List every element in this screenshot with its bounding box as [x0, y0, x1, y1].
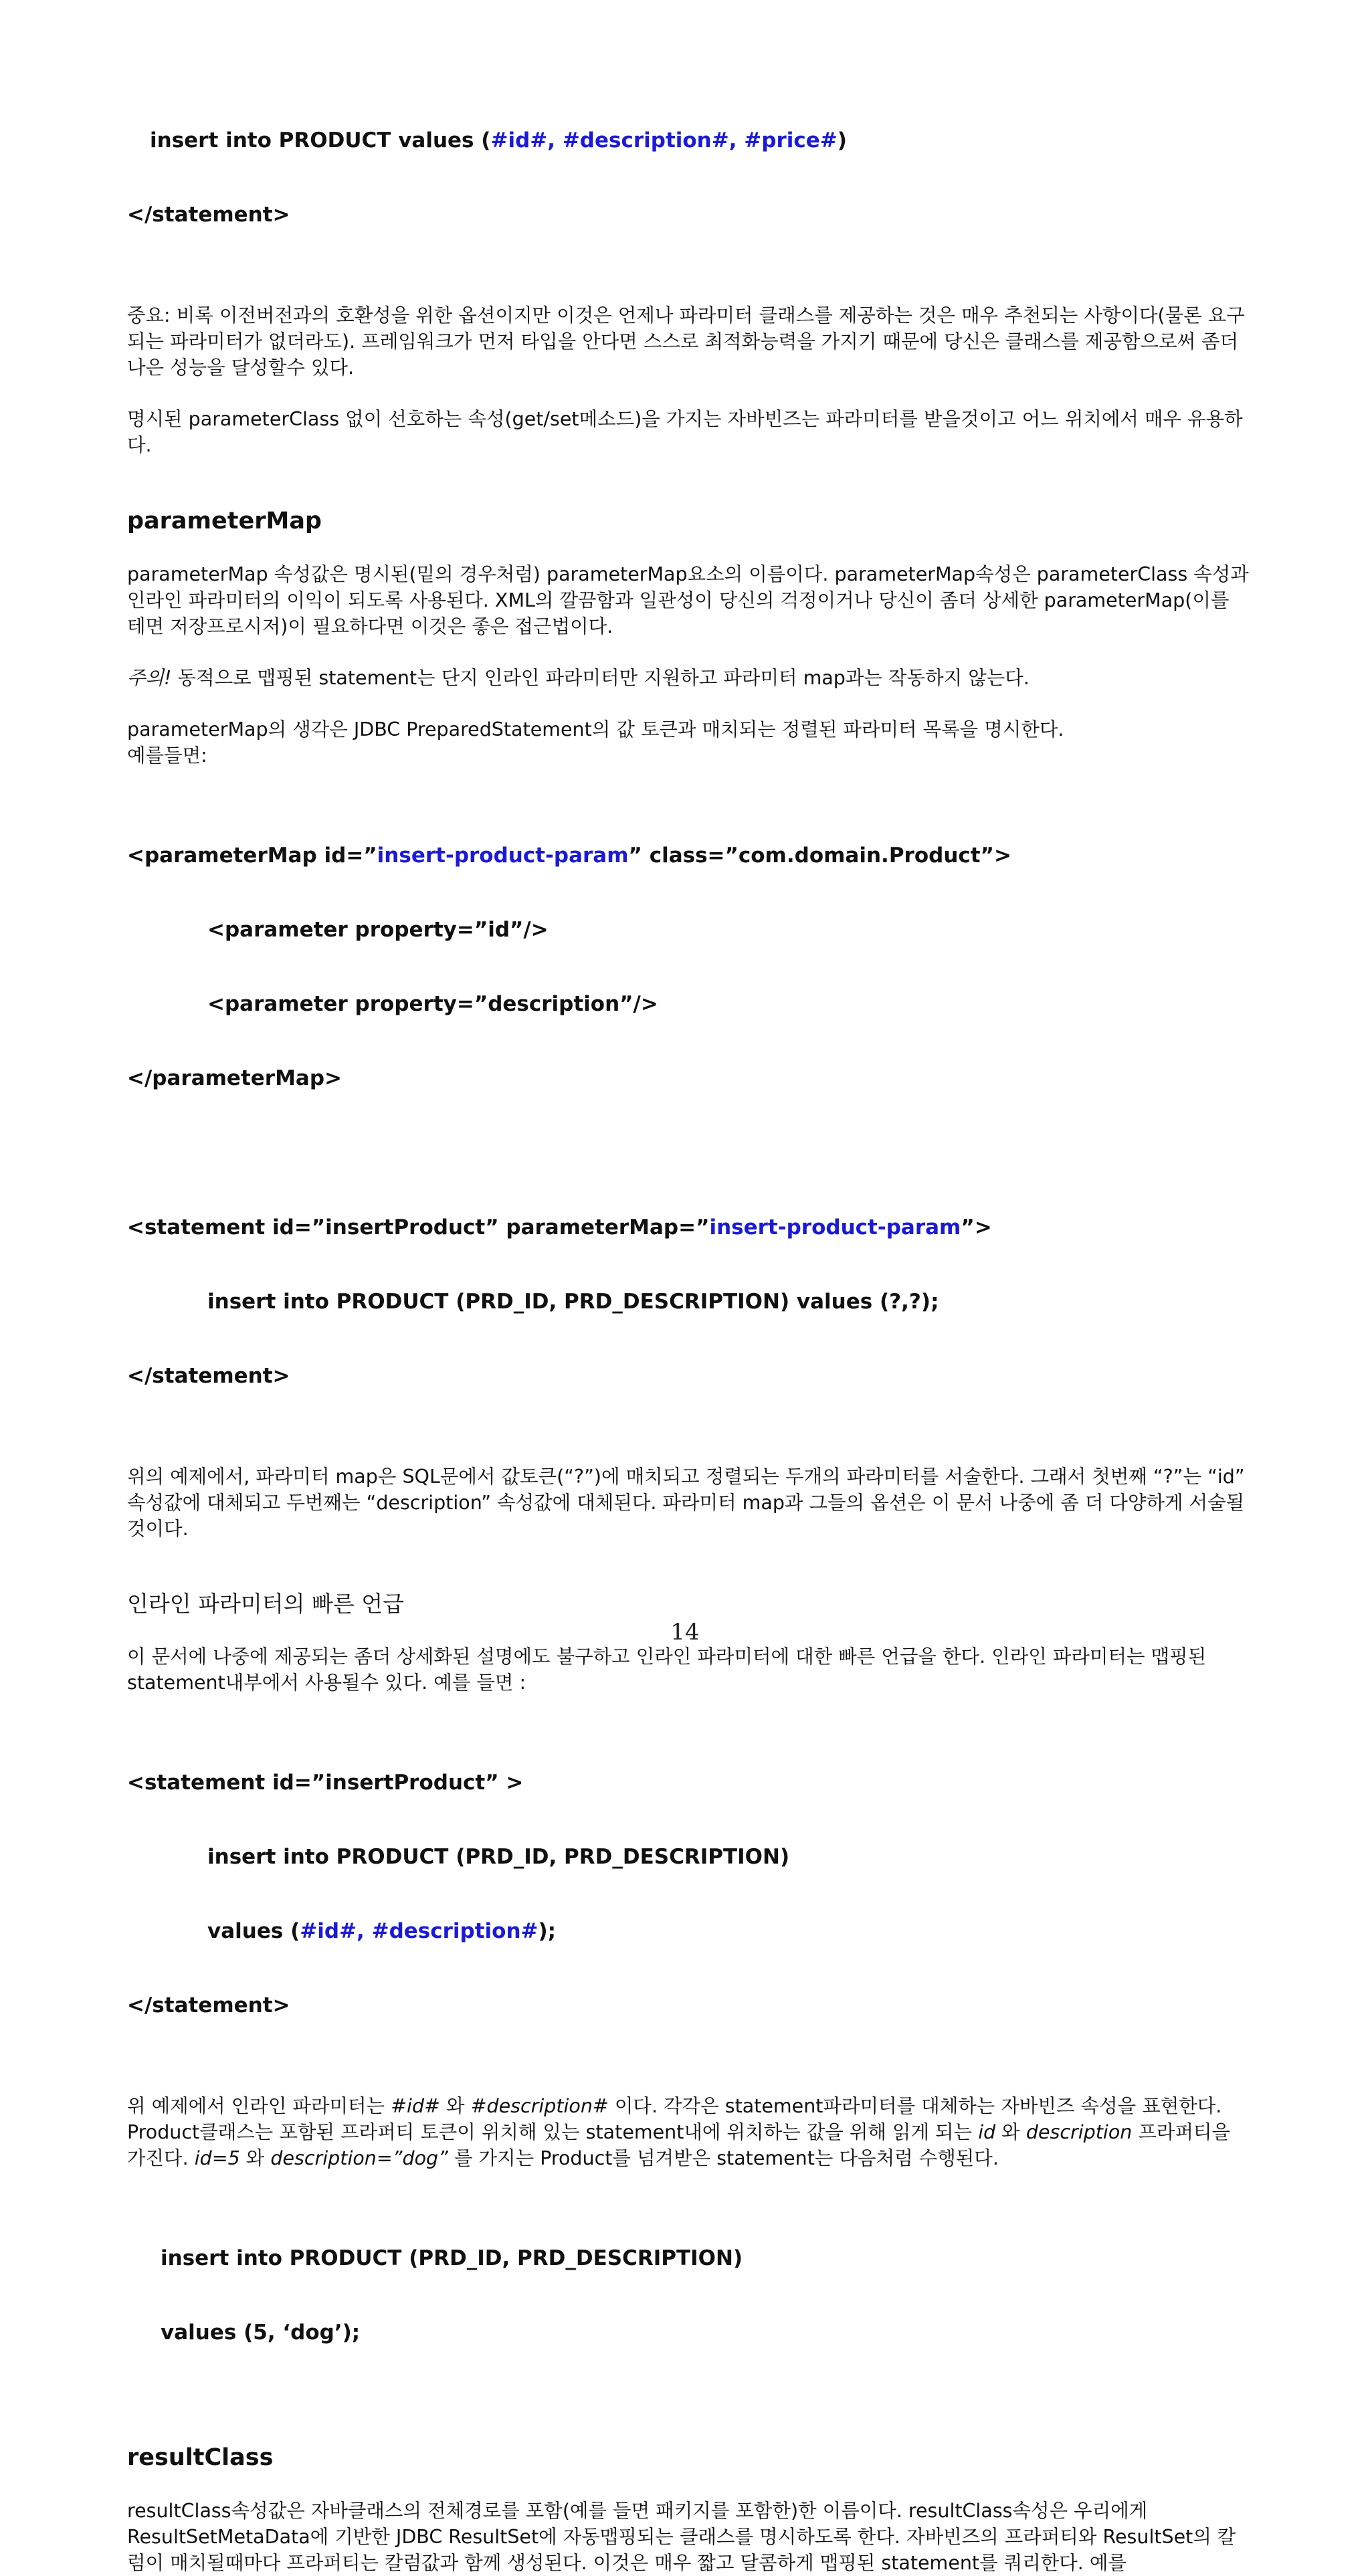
paragraph-inline-explain: 위 예제에서 인라인 파라미터는 #id# 와 #description# 이다. 각각은 statement파라미터를 대체하는 자바빈즈 속성을 표현한다. Product클래스는 포함된 프라퍼티 토큰이 위치해 있는 statement내에 위치하는 값을 위해 읽게 되는 id 와 description 프라퍼티을 가진다. id=5 와 description=”dog” 를 가지는 Product를 넘겨받은 statement는 다음처럼 수행된다.: [127, 2095, 1231, 2169]
code-line: </statement>: [127, 203, 290, 227]
code-block-inline-statement: [127, 1721, 1251, 2068]
code-line: <statement id=”insertProduct” parameterMap=”insert-product-param”>: [127, 1215, 992, 1240]
paragraph-warning: [127, 665, 1251, 691]
page-number: 14: [670, 1619, 700, 1646]
paragraph-example-explain: 위의 예제에서, 파라미터 map은 SQL문에서 값토큰(“?”)에 매치되고 정렬되는 두개의 파라미터를 서술한다. 그래서 첫번째 “?”는 “id” 속성값에 대체되고 두번째는 “description” 속성값에 대체된다. 파라미터 map과 그들의 옵션은 이 문서 나중에 좀 더 다양하게 서술될것이다.: [127, 1466, 1245, 1540]
code-param-highlight: #id#, #description#: [300, 1919, 539, 1943]
code-line: insert into PRODUCT (PRD_ID, PRD_DESCRIPTION): [161, 2246, 743, 2270]
code-line: </parameterMap>: [127, 1066, 342, 1090]
paragraph-inline-intro: 이 문서에 나중에 제공되는 좀더 상세화된 설명에도 불구하고 인라인 파라미터에 대한 빠른 언급을 한다. 인라인 파라미터는 맵핑된 statement내부에서 사용될수 있다. 예를 들면 :: [127, 1646, 1207, 1694]
code-line: insert into PRODUCT (PRD_ID, PRD_DESCRIPTION) values (?,?);: [207, 1290, 939, 1314]
code-text: ): [837, 128, 847, 153]
code-line: values (#id#, #description#);: [207, 1919, 557, 1943]
warning-label: 주의!: [127, 667, 172, 689]
code-param-highlight: #id#, #description#, #price#: [490, 128, 838, 153]
code-line: <parameter property=”description”/>: [207, 992, 658, 1016]
code-line: </statement>: [127, 1993, 290, 2017]
code-block-insert-values: [127, 79, 1251, 277]
paragraph-parametermap-idea: [127, 716, 1251, 769]
code-line: <parameterMap id=”insert-product-param” class=”com.domain.Product”>: [127, 844, 1011, 868]
warning-text: 동적으로 맵핑된 statement는 단지 인라인 파라미터만 지원하고 파라미터 map과는 작동하지 않는다.: [171, 667, 1030, 689]
section-heading-inline-params: 인라인 파라미터의 빠른 언급: [127, 1591, 405, 1617]
code-param-highlight: insert-product-param: [377, 844, 629, 868]
code-line: <statement id=”insertProduct” >: [127, 1771, 524, 1795]
code-line: values (5, ‘dog’);: [161, 2320, 361, 2345]
section-heading-parametermap: parameterMap: [127, 508, 322, 534]
code-block-executed-sql: [127, 2197, 1251, 2395]
section-heading-resultclass: resultClass: [127, 2444, 274, 2471]
paragraph-parametermap-desc: parameterMap 속성값은 명시된(밑의 경우처럼) parameterMap요소의 이름이다. parameterMap속성은 parameterClass 속성과 인라인 파라미터의 이익이 되도록 사용된다. XML의 깔끔함과 일관성이 당신의 걱정이거나 당신이 좀더 상세한 parameterMap(이를 테면 저장프로시저)이 필요하다면 이것은 좋은 접근법이다.: [127, 563, 1249, 637]
paragraph-resultclass-desc: resultClass속성값은 자바클래스의 전체경로를 포함(예를 들면 패키지를 포함한)한 이름이다. resultClass속성은 우리에게 ResultSetMetaData에 기반한 JDBC ResultSet에 자동맵핑되는 클래스를 명시하도록 한다. 자바빈즈의 프라퍼티와 ResultSet의 칼럼이 매치될때마다 프라퍼티는 칼럼값과 함께 생성된다. 이것은 매우 짧고 달콤하게 맵핑된 statement를 쿼리한다. 예를: [127, 2500, 1236, 2574]
paragraph-important: 중요: 비록 이전버전과의 호환성을 위한 옵션이지만 이것은 언제나 파라미터 클래스를 제공하는 것은 매우 추천되는 사항이다(물론 요구되는 파라미터가 없더라도). 프레임워크가 먼저 타입을 안다면 스스로 최적화능력을 가지기 때문에 당신은 클래스를 제공함으로써 좀더 나은 성능을 달성할수 있다.: [127, 304, 1245, 379]
paragraph-javabeans: 명시된 parameterClass 없이 선호하는 속성(get/set메소드)을 가지는 자바빈즈는 파라미터를 받을것이고 어느 위치에서 매우 유용하다.: [127, 408, 1243, 456]
code-line: [127, 128, 1251, 153]
paragraph-line: 예를들면:: [127, 745, 207, 767]
code-line: insert into PRODUCT (PRD_ID, PRD_DESCRIPTION): [207, 1845, 790, 1869]
code-param-highlight: insert-product-param: [709, 1215, 961, 1240]
paragraph-line: parameterMap의 생각은 JDBC PreparedStatement의 값 토큰과 매치되는 정렬된 파라미터 목록을 명시한다.: [127, 718, 1064, 740]
code-block-statement-parametermap: [127, 1166, 1251, 1438]
code-line: </statement>: [127, 1364, 290, 1388]
document-page: [127, 79, 1251, 2576]
code-text: insert into PRODUCT values (: [150, 128, 491, 153]
code-block-parametermap: [127, 794, 1251, 1141]
code-line: <parameter property=”id”/>: [207, 918, 549, 942]
